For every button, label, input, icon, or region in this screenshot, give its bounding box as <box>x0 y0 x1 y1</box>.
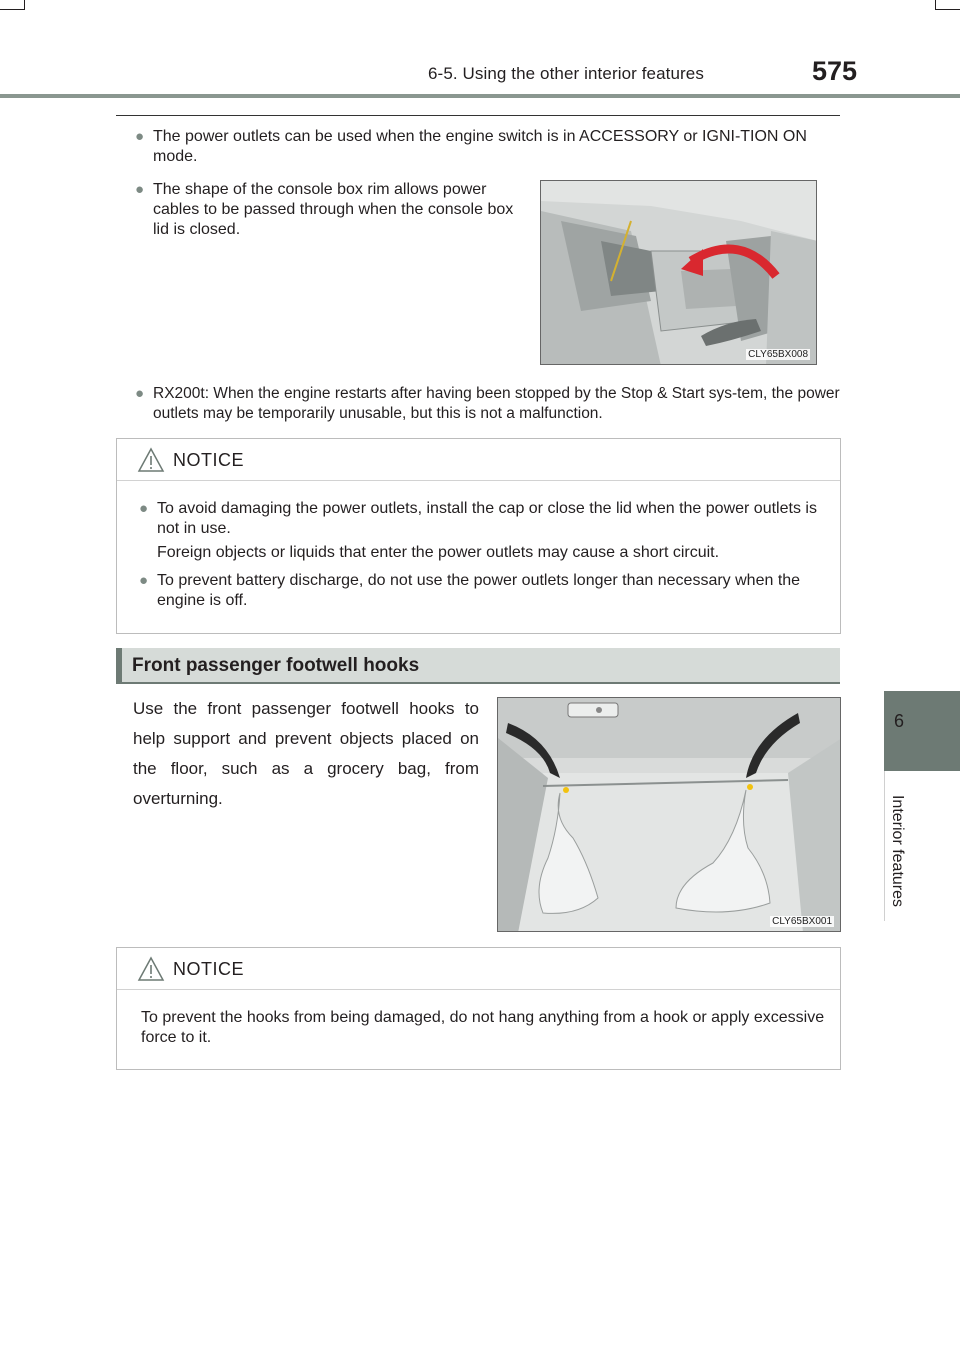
bullet-text: The shape of the console box rim allows power cables to be passed through when the console box lid is closed. <box>153 181 514 238</box>
console-box-figure <box>540 180 817 365</box>
notice-text: To prevent the hooks from being damaged, do not hang anything from a hook or apply excessive force to it. <box>141 1009 825 1046</box>
bullet-icon: ● <box>135 128 145 145</box>
notice-box <box>116 438 841 634</box>
crop-mark <box>0 9 24 10</box>
page-header-title: 6-5. Using the other interior features <box>428 64 704 83</box>
notice-header <box>117 948 840 990</box>
section-top-rule <box>116 115 840 116</box>
section-body-text: Use the front passenger footwell hooks to help support and prevent objects placed on the floor, such as a grocery bag, from overturning. <box>133 699 479 808</box>
figure-code: CLY65BX008 <box>748 349 808 360</box>
bullet-item <box>135 180 523 240</box>
section-title: Front passenger footwell hooks <box>132 655 420 676</box>
warning-triangle-icon <box>137 956 165 982</box>
bullet-icon: ● <box>139 572 149 589</box>
console-box-illustration <box>541 181 817 365</box>
header-rule <box>0 94 960 98</box>
bullet-item <box>135 384 841 424</box>
crop-mark <box>24 0 25 10</box>
footwell-hooks-illustration <box>498 698 841 932</box>
notice-item <box>139 499 835 563</box>
warning-triangle-icon <box>137 447 165 473</box>
figure-code: CLY65BX001 <box>772 916 832 927</box>
section-accent <box>116 648 122 682</box>
notice-item-text: To avoid damaging the power outlets, install the cap or close the lid when the power outlets is not in use. <box>157 500 817 537</box>
notice-box <box>116 947 841 1070</box>
notice-title: NOTICE <box>173 450 245 470</box>
notice-item-text: To prevent battery discharge, do not use the power outlets longer than necessary when the engine is off. <box>157 572 801 609</box>
chapter-label <box>880 781 914 921</box>
footwell-hooks-figure <box>497 697 841 932</box>
page-number: 575 <box>812 56 858 86</box>
notice-title: NOTICE <box>173 959 245 979</box>
bullet-icon: ● <box>135 181 145 198</box>
notice-item-extra: Foreign objects or liquids that enter the power outlets may cause a short circuit. <box>157 544 720 561</box>
section-header <box>116 648 840 684</box>
chapter-label-text: Interior features <box>889 794 906 908</box>
bullet-icon: ● <box>135 385 145 402</box>
notice-header <box>117 439 840 481</box>
notice-item <box>139 571 835 611</box>
bullet-text: RX200t: When the engine restarts after having been stopped by the Stop & Start sys-tem, the power outlets may be temporarily unusable, but this is not a malfunction. <box>153 385 840 422</box>
chapter-number: 6 <box>894 711 905 731</box>
crop-mark <box>936 9 960 10</box>
bullet-text: The power outlets can be used when the engine switch is in ACCESSORY or IGNI-TION ON mode. <box>153 128 807 165</box>
bullet-item <box>135 127 841 167</box>
bullet-icon: ● <box>139 500 149 517</box>
